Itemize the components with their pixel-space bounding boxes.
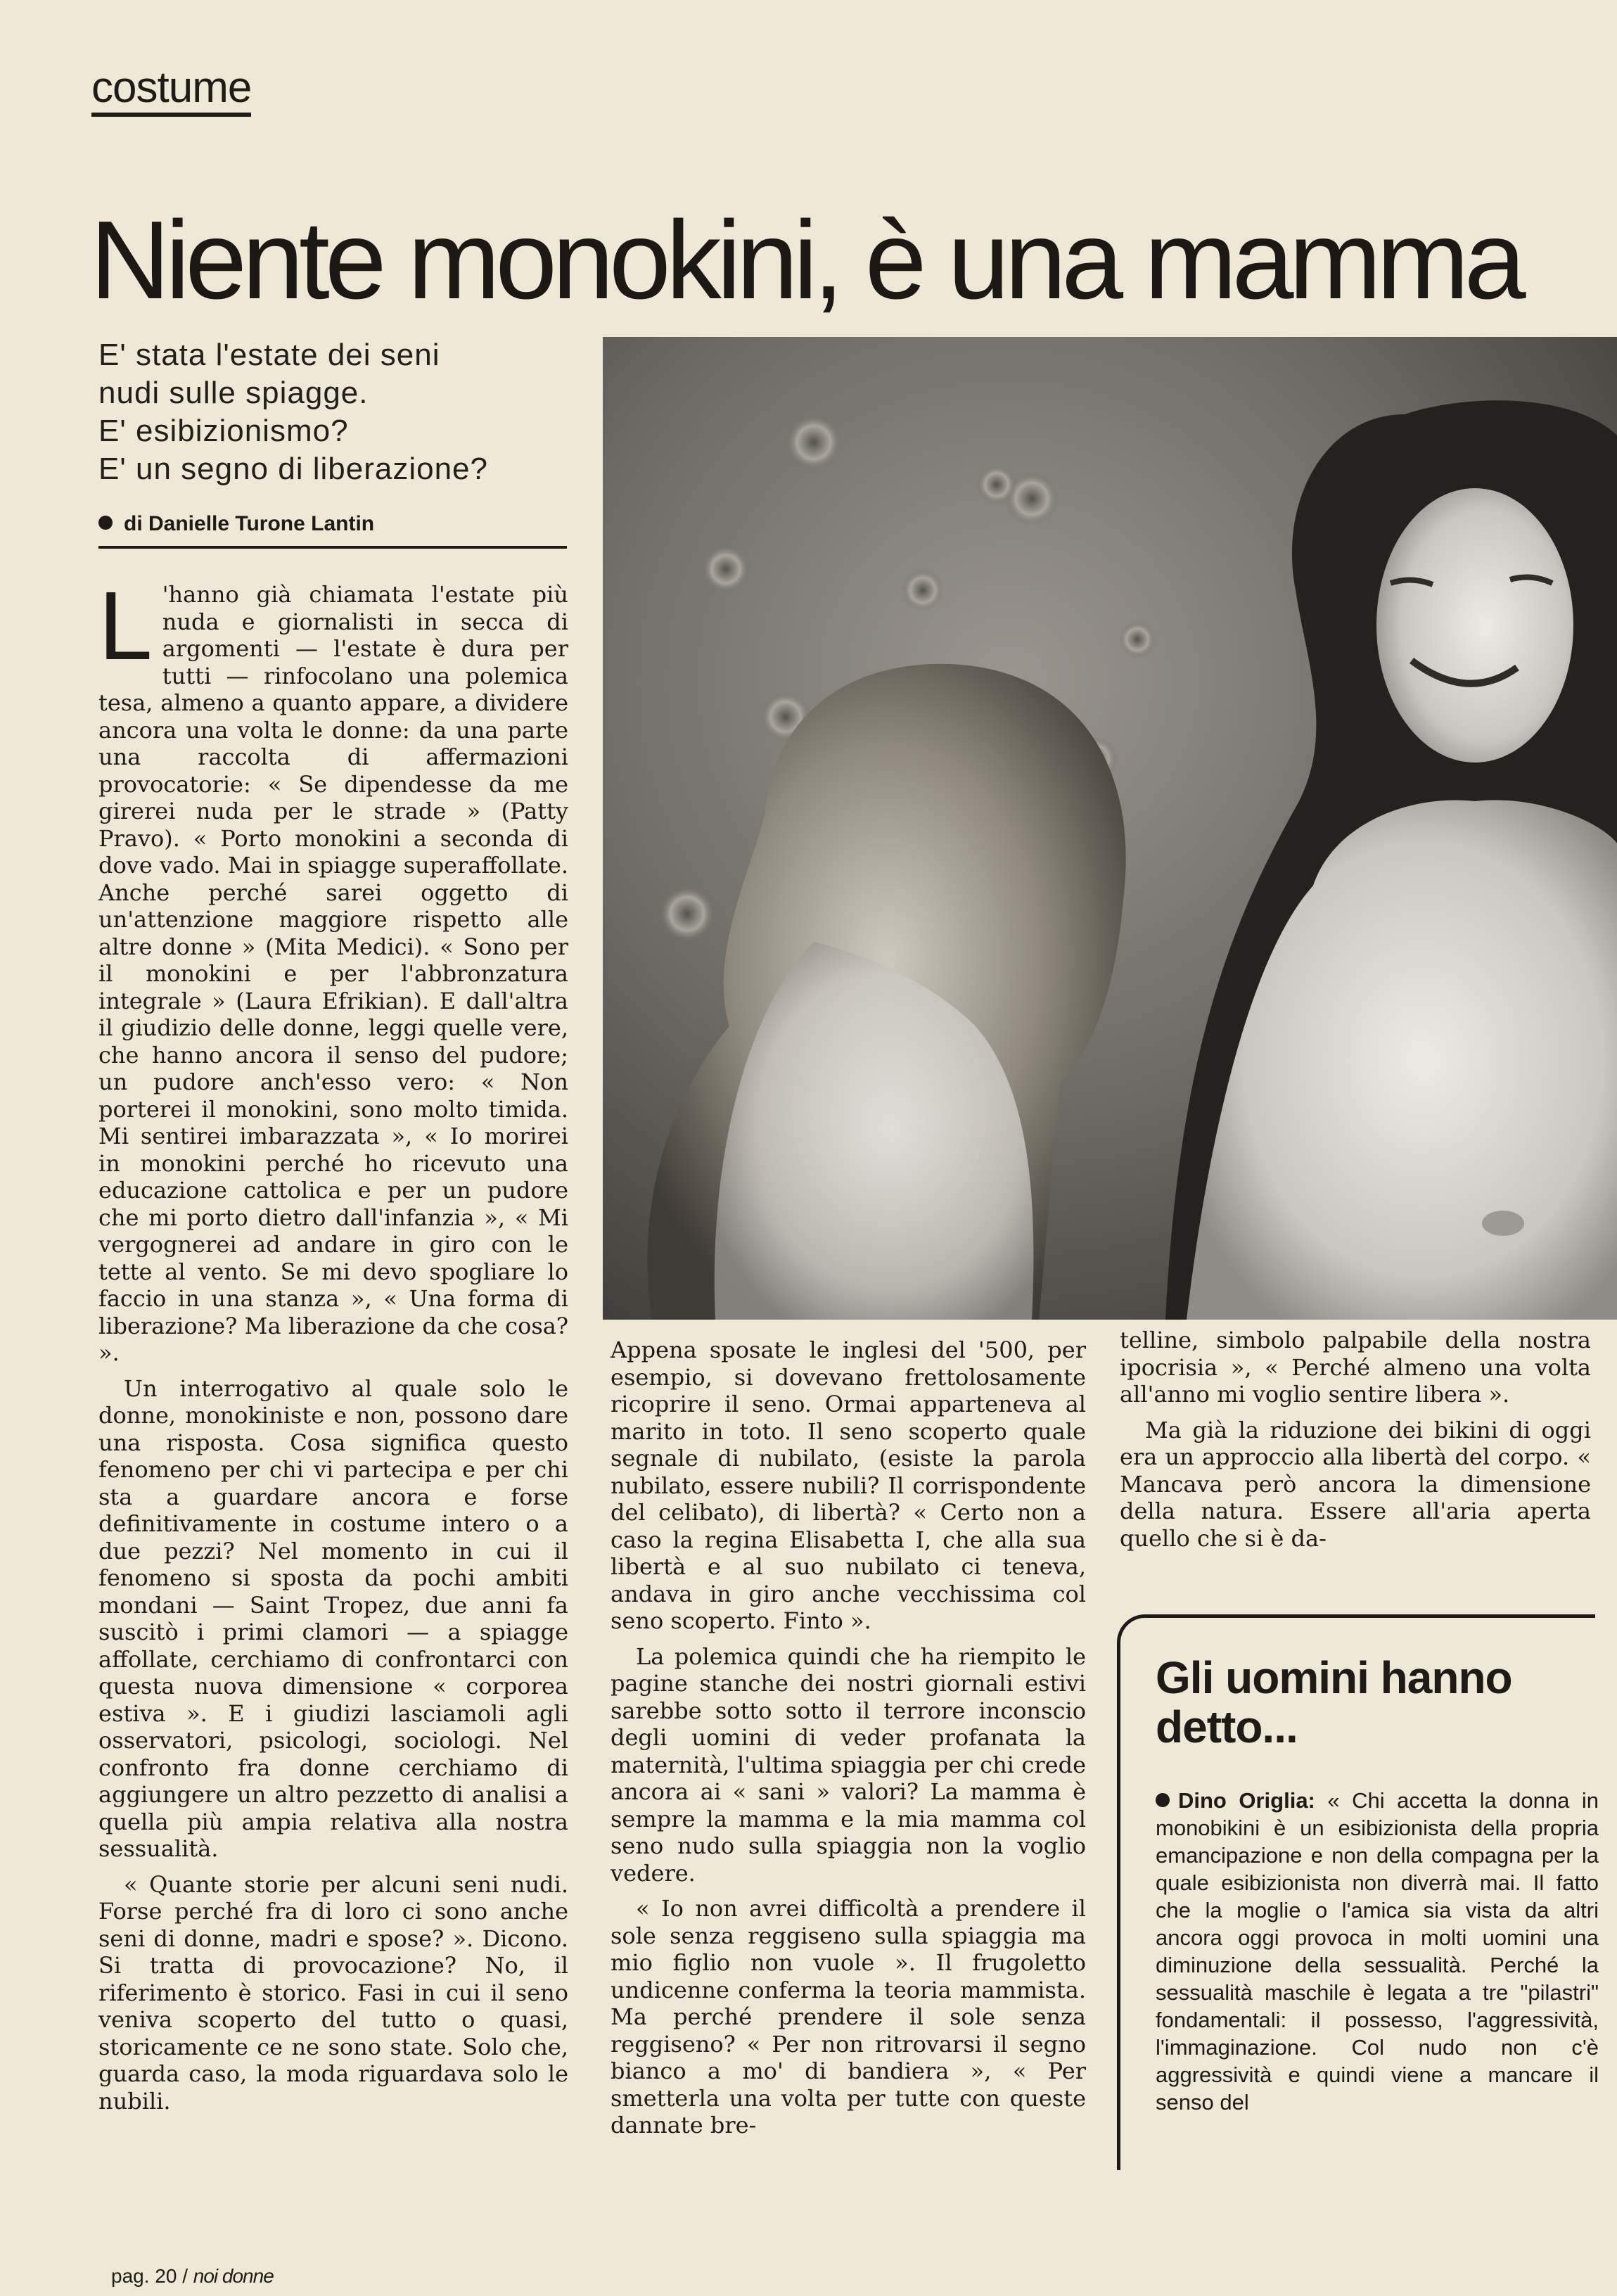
drop-cap: L [98, 572, 153, 680]
magazine-name: noi donne [193, 2265, 274, 2287]
article-photo [603, 337, 1617, 1320]
sidebar-text [1156, 1787, 1599, 2116]
sidebar-box [1117, 1614, 1599, 2170]
article-paragraph: Ma già la riduzione dei bikini di oggi era un approccio alla libertà del corpo. « Mancava però ancora la dimensione della natura. Essere all'aria aperta quello che si è da- [1120, 1416, 1591, 1552]
article-paragraph: La polemica quindi che ha riempito le pagine stanche dei nostri giornali estivi sarebbe sotto sotto il terrore inconscio degli uomini di veder profanata la maternità, l'ultima spiaggia per chi crede ancora ai « sani » valori? La mamma è sempre la mamma e la mia mamma col seno nudo sulla spiaggia non la voglio vedere. [611, 1643, 1086, 1887]
bullet-icon [98, 516, 113, 530]
bullet-icon [1156, 1793, 1170, 1807]
page-footer [111, 2265, 274, 2288]
article-paragraph: Appena sposate le inglesi del '500, per esempio, si dovevano frettolosamente ricoprire il seno. Ormai apparteneva al marito in toto. Il seno scoperto quale segnale di nubilato, (esiste la parola nubilato, essere nubili? Il corrispondente del celibato), di libertà? « Certo non a caso la regina Elisabetta I, che alla sua libertà e al suo nubilato ci teneva, andava in giro anche vecchissima col seno scoperto. Finto ». [611, 1337, 1086, 1634]
article-paragraph: Un interrogativo al quale solo le donne, monokiniste e non, possono dare una risposta. Cosa significa questo fenomeno per chi vi partecipa e per chi sta a guardare ancora e forse definitivamente in costume intero o a due pezzi? Nel momento in cui il fenomeno si sposta da pochi ambiti mondani — Saint Tropez, due anni fa suscitò i primi clamori — a spiagge affollate, cerchiamo di confrontarci con questa nuova dimensione « corporea estiva ». E i giudizi lasciamoli agli osservatori, psicologi, sociologi. Nel confronto fra donne cerchiamo di aggiungere un altro pezzetto di analisi a quella più ampia relativa alla nostra sessualità. [98, 1375, 568, 1862]
byline [98, 512, 567, 549]
headline: Niente monokini, è una mamma [90, 198, 1521, 322]
sidebar-speaker: Dino Origlia: [1178, 1788, 1315, 1813]
article-paragraph: « Quante storie per alcuni seni nudi. Forse perché fra di loro ci sono anche seni di donne, madri e spose? ». Dicono. Si tratta di provocazione? No, il riferimento è storico. Fasi in cui il seno veniva scoperto del tutto o quasi, storicamente ce ne sono state. Solo che, guarda caso, la moda riguardava solo le nubili. [98, 1870, 568, 2115]
article-column-1 [98, 572, 568, 2123]
article-column-3 [1120, 1327, 1591, 1560]
subhead-line: nudi sulle spiagge. [98, 376, 369, 410]
subhead-line: E' esibizionismo? [98, 414, 349, 448]
article-paragraph: telline, simbolo palpabile della nostra ipocrisia », « Perché almeno una volta all'anno mi voglio sentire libera ». [1120, 1327, 1591, 1408]
paragraph-text: 'hanno già chiamata l'estate più nuda e giornalisti in secca di argomenti — l'estate è dura per tutti — rinfocolano una polemica tesa, almeno a quanto appare, a dividere ancora una volta le donne: da una parte una raccolta di affermazioni provocatorie: « Se dipendesse da me girerei nuda per le strade » (Patty Pravo). « Porto monokini a seconda di dove vado. Mai in spiagge superaffollate. Anche perché sarei oggetto di un'attenzione maggiore rispetto alle altre donne » (Mita Medici). « Sono per il monokini e per l'abbronzatura integrale » (Laura Efrikian). E dall'altra il giudizio delle donne, leggi quelle vere, che hanno ancora il senso del pudore; un pudore anch'esso vero: « Non porterei il monokini, sono molto timida. Mi sentirei imbarazzata », « Io morirei in monokini perché ho ricevuto una educazione cattolica e per un pudore che mi porto dietro dall'infanzia », « Mi vergognerei ad andare in giro con le tette al vento. Se mi devo spogliare lo faccio in una stanza », « Una forma di liberazione? Ma liberazione da che cosa? ». [98, 581, 568, 1366]
byline-text: di Danielle Turone Lantin [124, 512, 375, 535]
subhead [98, 336, 577, 488]
subhead-line: E' un segno di liberazione? [98, 452, 488, 486]
article-column-2 [611, 1337, 1086, 2148]
photo-mother-child [603, 337, 1617, 1320]
sidebar-title: Gli uomini hanno detto... [1156, 1652, 1512, 1752]
article-paragraph: « Io non avrei difficoltà a prendere il sole senza reggiseno sulla spiaggia ma mio figlio non vuole ». Il frugoletto undicenne conferma la teoria mammista. Ma perché prendere il sole senza reggiseno? « Per non ritrovarsi il segno bianco a mo' di bandiera », « Per smetterla una volta per tutte con queste dannate bre- [611, 1895, 1086, 2138]
article-paragraph [98, 572, 568, 1367]
subhead-line: E' stata l'estate dei seni [98, 338, 440, 372]
section-label: costume [91, 65, 251, 117]
page-number: pag. 20 / [111, 2265, 188, 2287]
sidebar-quote: « Chi accetta la donna in monobikini è un esibizionista della propria emancipazione e non della compagna per la quale esibizionista non diverrà mai. Il fatto che la moglie o l'amica sia vista da altri ancora oggi provoca in molti uomini una diminuzione della sessualità. Perché la sessualità maschile è legata a tre "pilastri" fondamentali: il possesso, l'aggressività, l'immaginazione. Col nudo non c'è aggressività e quindi viene a mancare il senso del [1156, 1788, 1599, 2115]
